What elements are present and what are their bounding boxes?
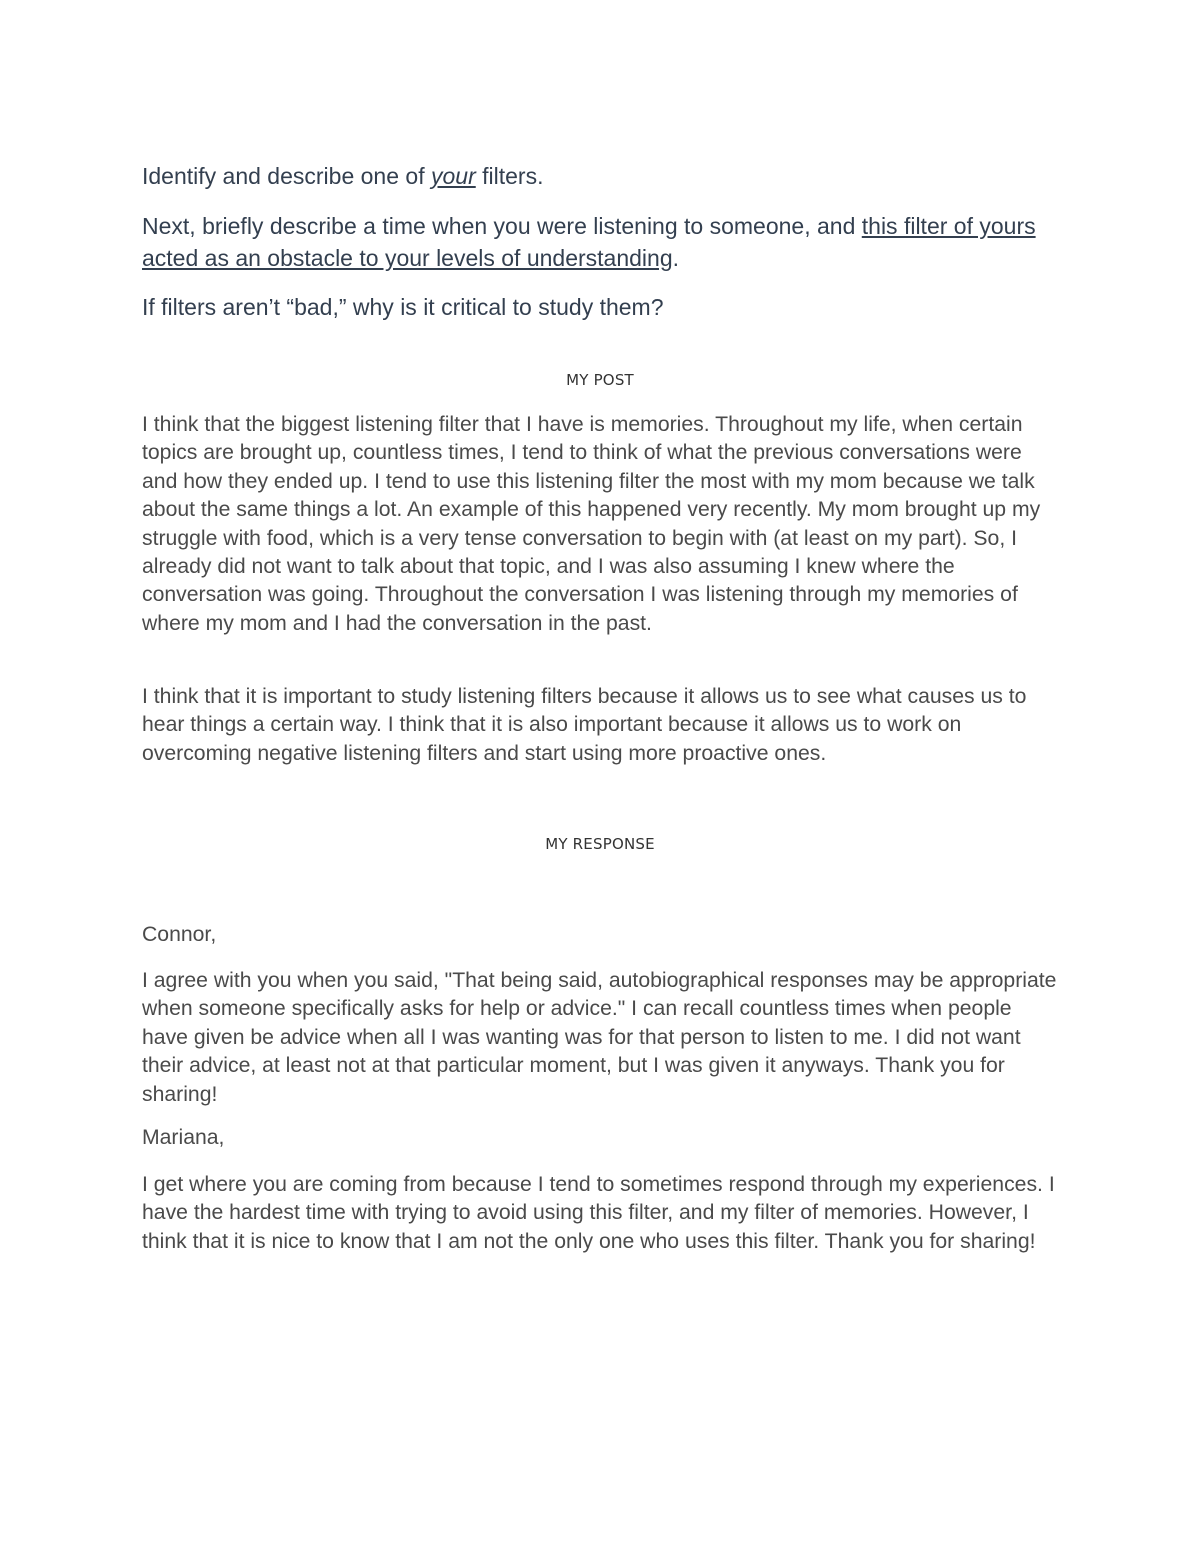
prompt-identify-filter xyxy=(142,160,1062,192)
prompt-describe-end: . xyxy=(672,245,680,271)
response-reply-mariana: I get where you are coming from because I tend to sometimes respond through my experiences. I have the hardest time with trying to avoid using this filter, and my filter of memories. However, I think that it is nice to know that I am not the only one who uses this filter. Thank you for sharing! xyxy=(142,1173,1055,1253)
response-heading: MY RESPONSE xyxy=(545,835,655,853)
prompt-describe-text: Next, briefly describe a time when you were listening to someone, and xyxy=(142,213,862,239)
prompt-identify-text: Identify and describe one of xyxy=(142,163,431,189)
post-paragraph-2: I think that it is important to study listening filters because it allows us to see what causes us to hear things a certain way. I think that it is also important because it allows us to work on overcoming negative listening filters and start using more proactive ones. xyxy=(142,685,1027,765)
prompt-underlined-obstacle: this filter of yours acted as an obstacle to your levels of understanding xyxy=(142,213,1036,271)
prompt-describe-time xyxy=(142,210,1062,274)
prompt-why-study: If filters aren’t “bad,” why is it critical to study them? xyxy=(142,294,664,320)
response-reply-connor: I agree with you when you said, "That being said, autobiographical responses may be appropriate when someone specifically asks for help or advice." I can recall countless times when people have given be advice when all I was wanting was for that person to listen to me. I did not want their advice, at least not at that particular moment, but I was given it anyways. Thank you for sharing! xyxy=(142,969,1057,1106)
prompt-emphasis-your: your xyxy=(430,163,476,189)
post-heading: MY POST xyxy=(566,371,634,389)
response-greeting-connor: Connor, xyxy=(142,923,217,946)
post-paragraph-1: I think that the biggest listening filter that I have is memories. Throughout my life, when certain topics are brought up, countless times, I tend to think of what the previous conversations were and how they ended up. I tend to use this listening filter the most with my mom because we talk about the same things a lot. An example of this happened very recently. My mom brought up my struggle with food, which is a very tense conversation to begin with (at least on my part). So, I already did not want to talk about that topic, and I was also assuming I knew where the conversation was going. Throughout the conversation I was listening through my memories of where my mom and I had the conversation in the past. xyxy=(142,413,1041,635)
prompt-identify-end: filters. xyxy=(475,163,544,189)
response-greeting-mariana: Mariana, xyxy=(142,1126,225,1149)
